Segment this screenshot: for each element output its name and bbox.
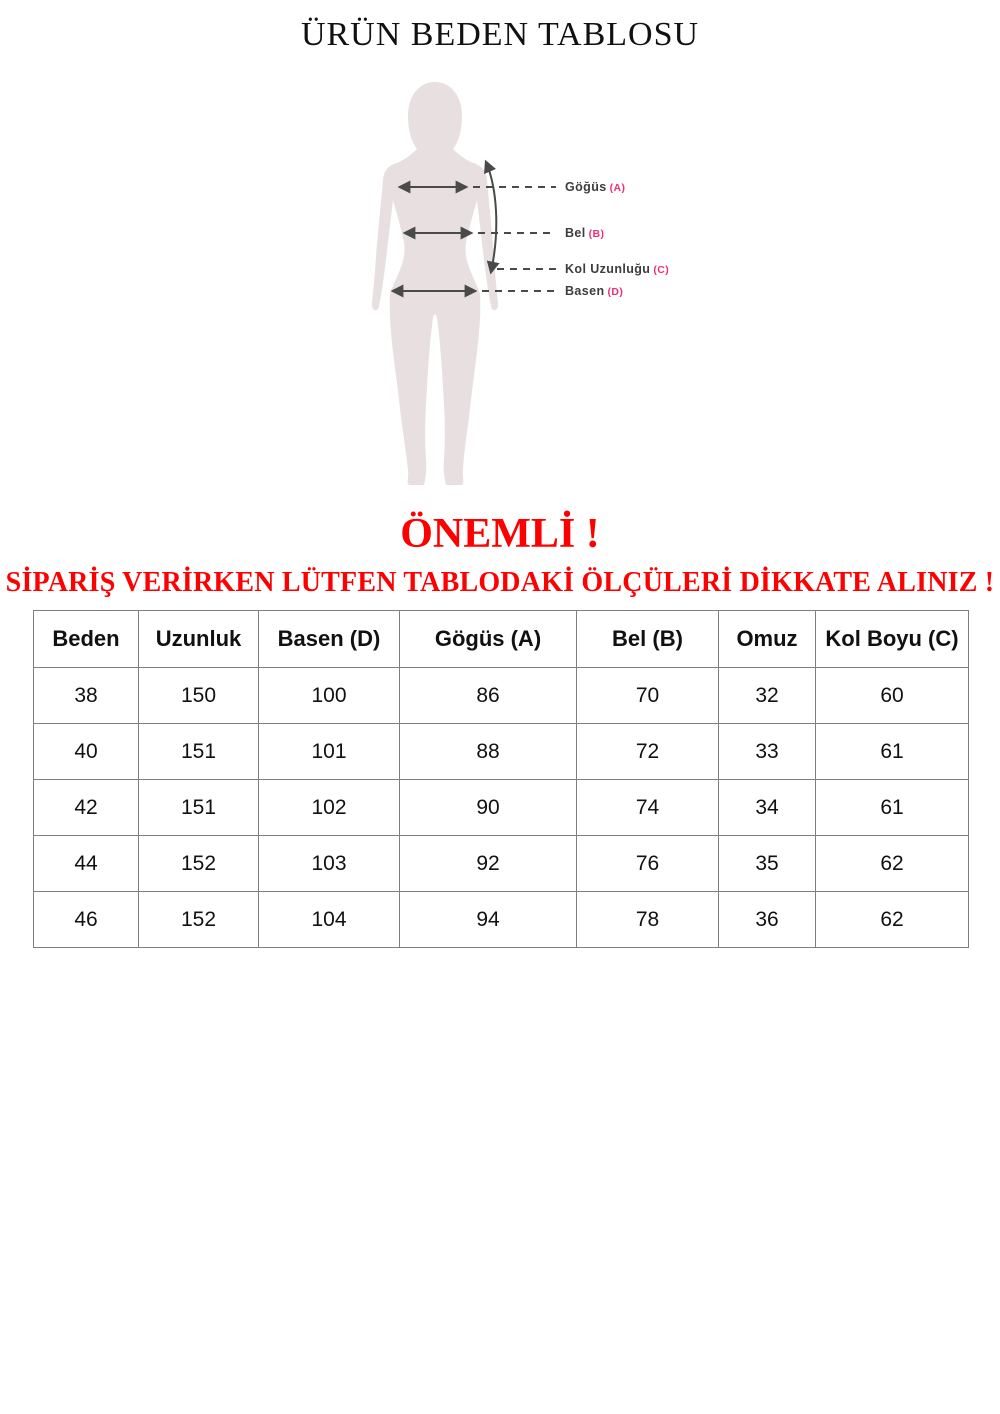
header-uzunluk: Uzunluk xyxy=(139,611,259,668)
hip-label-letter: (D) xyxy=(607,286,624,298)
table-cell: 86 xyxy=(400,668,577,724)
table-cell: 90 xyxy=(400,780,577,836)
body-measurement-diagram xyxy=(360,70,700,500)
table-cell: 104 xyxy=(259,892,400,948)
header-gogus: Gögüs (A) xyxy=(400,611,577,668)
table-cell: 36 xyxy=(719,892,816,948)
table-cell: 92 xyxy=(400,836,577,892)
table-cell: 100 xyxy=(259,668,400,724)
size-table xyxy=(33,610,969,948)
female-silhouette-figure xyxy=(372,82,498,485)
important-heading: ÖNEMLİ ! xyxy=(400,511,600,557)
header-kol-boyu: Kol Boyu (C) xyxy=(816,611,969,668)
hip-label xyxy=(565,284,623,298)
table-header-row xyxy=(34,611,969,668)
chest-label-letter: (A) xyxy=(609,182,626,194)
table-cell: 60 xyxy=(816,668,969,724)
table-row xyxy=(34,724,969,780)
arm-length-label-letter: (C) xyxy=(653,264,670,276)
table-cell: 34 xyxy=(719,780,816,836)
table-cell: 42 xyxy=(34,780,139,836)
chest-label-text: Göğüs xyxy=(565,180,607,194)
table-cell: 88 xyxy=(400,724,577,780)
size-table-head xyxy=(34,611,969,668)
table-cell: 150 xyxy=(139,668,259,724)
table-row xyxy=(34,668,969,724)
page-title: ÜRÜN BEDEN TABLOSU xyxy=(300,16,700,53)
table-cell: 35 xyxy=(719,836,816,892)
table-cell: 103 xyxy=(259,836,400,892)
table-cell: 70 xyxy=(577,668,719,724)
header-omuz: Omuz xyxy=(719,611,816,668)
table-cell: 152 xyxy=(139,892,259,948)
table-cell: 40 xyxy=(34,724,139,780)
table-row xyxy=(34,836,969,892)
silhouette-head xyxy=(397,82,473,163)
hip-label-text: Basen xyxy=(565,284,605,298)
silhouette-body xyxy=(372,163,498,485)
table-cell: 32 xyxy=(719,668,816,724)
waist-label xyxy=(565,226,604,240)
table-cell: 72 xyxy=(577,724,719,780)
header-beden: Beden xyxy=(34,611,139,668)
table-cell: 76 xyxy=(577,836,719,892)
table-cell: 94 xyxy=(400,892,577,948)
chest-label xyxy=(565,180,625,194)
table-row xyxy=(34,892,969,948)
table-cell: 46 xyxy=(34,892,139,948)
table-cell: 102 xyxy=(259,780,400,836)
table-cell: 151 xyxy=(139,724,259,780)
table-cell: 62 xyxy=(816,836,969,892)
table-cell: 74 xyxy=(577,780,719,836)
waist-label-letter: (B) xyxy=(588,228,605,240)
table-cell: 61 xyxy=(816,724,969,780)
table-cell: 152 xyxy=(139,836,259,892)
arm-length-label-text: Kol Uzunluğu xyxy=(565,262,651,276)
table-row xyxy=(34,780,969,836)
table-cell: 38 xyxy=(34,668,139,724)
table-cell: 151 xyxy=(139,780,259,836)
table-cell: 44 xyxy=(34,836,139,892)
table-cell: 78 xyxy=(577,892,719,948)
table-cell: 101 xyxy=(259,724,400,780)
header-basen: Basen (D) xyxy=(259,611,400,668)
header-bel: Bel (B) xyxy=(577,611,719,668)
table-cell: 62 xyxy=(816,892,969,948)
diagram-graphic xyxy=(360,70,700,500)
warning-text: SİPARİŞ VERİRKEN LÜTFEN TABLODAKİ ÖLÇÜLERİ DİKKATE ALINIZ ! xyxy=(5,567,995,598)
table-cell: 33 xyxy=(719,724,816,780)
table-cell: 61 xyxy=(816,780,969,836)
arm-length-label xyxy=(565,262,669,276)
waist-label-text: Bel xyxy=(565,226,586,240)
size-table-body xyxy=(34,668,969,948)
